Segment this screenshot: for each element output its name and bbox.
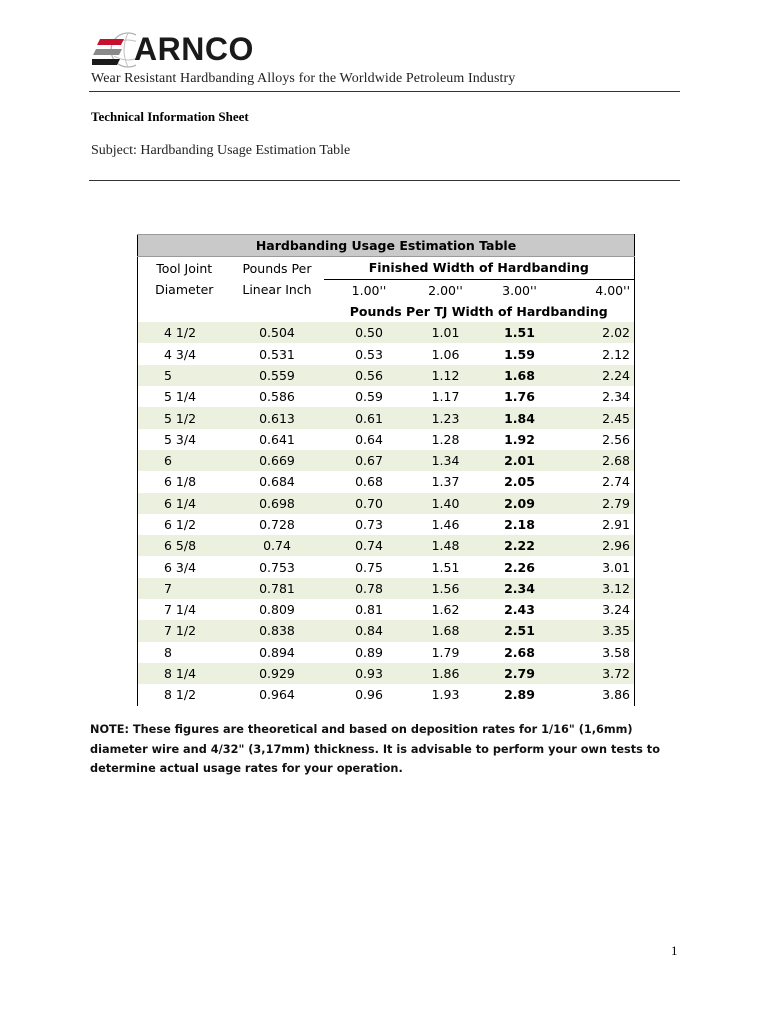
cell-diameter: 8 [138,642,231,663]
cell-width-1: 0.61 [324,407,415,428]
cell-width-3: 2.34 [477,578,563,599]
cell-width-1: 0.50 [324,322,415,343]
cell-width-1: 0.67 [324,450,415,471]
cell-width-1: 0.53 [355,346,383,362]
cell-width-3: 2.05 [504,474,535,490]
cell-pounds-per-inch: 0.728 [259,517,295,532]
cell-width-4: 2.45 [563,407,635,428]
cell-width-3: 2.18 [504,517,535,532]
table-row [138,535,635,556]
cell-width-2: 1.23 [415,407,477,428]
width-header-1: 1.00'' [351,282,387,298]
page-number: 1 [671,943,678,958]
col-header-pounds-per: Pounds Per [242,260,312,276]
logo-wordmark: ARNCO [134,31,254,67]
cell-pounds-per-inch: 0.74 [231,535,324,556]
cell-pounds-per-inch: 0.641 [259,431,295,447]
cell-diameter: 4 3/4 [138,343,231,364]
cell-pounds-per-inch: 0.698 [231,493,324,514]
cell-diameter: 5 1/2 [138,407,231,428]
cell-width-2: 1.28 [431,431,460,447]
cell-width-2: 1.56 [415,578,477,599]
cell-width-2: 1.51 [431,559,460,575]
cell-width-4: 2.56 [563,429,635,450]
cell-width-2: 1.79 [431,644,460,660]
cell-width-3: 1.76 [504,389,535,405]
cell-width-2: 1.40 [415,493,477,514]
cell-width-4: 2.74 [563,471,635,492]
cell-pounds-per-inch: 0.531 [259,346,295,362]
cell-pounds-per-inch: 0.809 [259,602,295,618]
table-row [138,620,635,641]
cell-width-1: 0.73 [355,517,383,532]
cell-width-2: 1.34 [415,450,477,471]
cell-pounds-per-inch: 0.684 [259,474,295,490]
cell-diameter: 7 1/4 [138,599,231,620]
cell-width-3: 1.51 [477,322,563,343]
cell-width-3: 2.22 [477,535,563,556]
cell-width-3: 2.01 [477,450,563,471]
sheet-title: Technical Information Sheet [91,109,249,124]
cell-width-4: 2.79 [563,493,635,514]
col-header-diameter: Diameter [138,279,231,301]
logo-flag-icon [92,30,136,70]
cell-pounds-per-inch: 0.559 [231,365,324,386]
empty-cell [231,301,324,322]
cell-diameter: 6 5/8 [138,535,231,556]
table-row [138,556,635,577]
table-row [138,514,635,535]
cell-width-4: 2.24 [563,365,635,386]
cell-width-3: 1.84 [477,407,563,428]
cell-width-2: 1.68 [415,620,477,641]
col-header-tool-joint: Tool Joint [138,257,231,279]
cell-pounds-per-inch: 0.613 [231,407,324,428]
empty-cell [138,301,231,322]
cell-width-4: 2.02 [563,322,635,343]
cell-width-4: 3.86 [563,684,635,705]
pounds-per-tj-header: Pounds Per TJ Width of Hardbanding [324,301,635,322]
cell-pounds-per-inch: 0.781 [231,578,324,599]
cell-width-3: 2.43 [504,602,535,618]
table-row [138,578,635,599]
cell-width-4: 3.12 [563,578,635,599]
cell-width-3: 2.09 [477,493,563,514]
cell-width-4: 2.34 [563,386,635,407]
table-row [138,365,635,386]
table-row [138,322,635,343]
table-row [138,642,635,663]
cell-pounds-per-inch: 0.669 [231,450,324,471]
table-row [138,599,635,620]
tagline: Wear Resistant Hardbanding Alloys for the Worldwide Petroleum Industry [91,71,516,86]
cell-width-1: 0.96 [355,687,383,703]
cell-width-3: 2.79 [477,663,563,684]
cell-width-2: 1.46 [431,517,460,532]
finished-width-header: Finished Width of Hardbanding [324,257,635,279]
cell-width-2: 1.86 [415,663,477,684]
width-header-3: 3.00'' [502,282,537,298]
cell-width-1: 0.74 [324,535,415,556]
cell-diameter: 7 [138,578,231,599]
cell-width-3: 1.92 [504,431,535,447]
table-row [138,471,635,492]
cell-width-4: 3.01 [563,556,635,577]
cell-width-4: 2.68 [563,450,635,471]
cell-width-4: 2.12 [563,343,635,364]
cell-width-4: 3.35 [563,620,635,641]
cell-pounds-per-inch: 0.964 [259,687,295,703]
cell-width-4: 2.96 [563,535,635,556]
cell-width-2: 1.06 [431,346,460,362]
cell-width-2: 1.12 [415,365,477,386]
cell-width-3: 2.89 [504,687,535,703]
cell-diameter: 6 3/4 [138,556,231,577]
cell-width-3: 2.68 [504,644,535,660]
cell-width-2: 1.17 [431,389,460,405]
cell-width-4: 2.91 [563,514,635,535]
cell-diameter: 6 1/8 [138,471,231,492]
cell-width-1: 0.70 [324,493,415,514]
table-body [138,322,635,705]
table-row [138,663,635,684]
cell-width-2: 1.01 [415,322,477,343]
cell-width-1: 0.59 [355,389,383,405]
cell-diameter: 8 1/2 [138,684,231,705]
cell-diameter: 4 1/2 [138,322,231,343]
cell-width-4: 3.24 [563,599,635,620]
cell-width-4: 3.58 [563,642,635,663]
cell-diameter: 5 1/4 [138,386,231,407]
cell-diameter: 5 3/4 [138,429,231,450]
cell-width-1: 0.89 [355,644,383,660]
cell-diameter: 7 1/2 [138,620,231,641]
table-row [138,429,635,450]
width-header-2: 2.00'' [428,282,463,298]
subject-line: Subject: Hardbanding Usage Estimation Table [91,143,351,158]
cell-width-1: 0.68 [355,474,383,490]
cell-diameter: 6 [138,450,231,471]
cell-width-1: 0.78 [324,578,415,599]
cell-width-2: 1.93 [431,687,460,703]
cell-pounds-per-inch: 0.838 [231,620,324,641]
cell-diameter: 5 [138,365,231,386]
cell-width-1: 0.56 [324,365,415,386]
table-title: Hardbanding Usage Estimation Table [138,235,635,257]
cell-diameter: 6 1/2 [138,514,231,535]
cell-width-3: 2.51 [477,620,563,641]
note-text: NOTE: These figures are theoretical and based on deposition rates for 1/16" (1,6mm) diameter wire and 4/32" (3,17mm) thickness. It is advisable to perform your own tests to determine actual usage rates for your operation. [90,723,660,775]
cell-width-1: 0.93 [324,663,415,684]
table-row [138,684,635,705]
cell-width-2: 1.62 [431,602,460,618]
cell-width-3: 2.26 [504,559,535,575]
cell-width-3: 1.59 [504,346,535,362]
cell-pounds-per-inch: 0.586 [259,389,295,405]
cell-width-4: 3.72 [563,663,635,684]
col-header-linear-inch: Linear Inch [242,282,312,298]
table-row [138,343,635,364]
cell-pounds-per-inch: 0.753 [259,559,295,575]
cell-pounds-per-inch: 0.894 [259,644,295,660]
width-header-4: 4.00'' [563,279,635,301]
header-divider [89,91,680,92]
cell-width-1: 0.84 [324,620,415,641]
usage-estimation-table [137,234,635,706]
table-row [138,493,635,514]
table-row [138,407,635,428]
cell-width-1: 0.75 [355,559,383,575]
cell-pounds-per-inch: 0.504 [231,322,324,343]
subject-divider [89,180,680,181]
cell-width-2: 1.37 [431,474,460,490]
cell-pounds-per-inch: 0.929 [231,663,324,684]
table-row [138,450,635,471]
table-row [138,386,635,407]
cell-width-1: 0.64 [355,431,383,447]
cell-diameter: 8 1/4 [138,663,231,684]
cell-diameter: 6 1/4 [138,493,231,514]
arnco-logo [92,30,272,70]
cell-width-2: 1.48 [415,535,477,556]
cell-width-3: 1.68 [477,365,563,386]
cell-width-1: 0.81 [355,602,383,618]
